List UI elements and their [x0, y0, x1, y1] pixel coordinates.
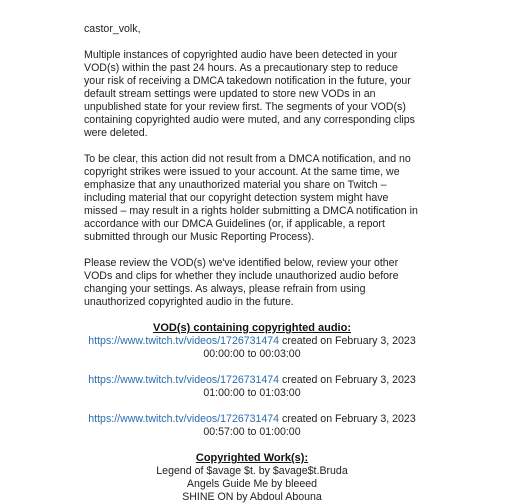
vod-entry	[84, 413, 420, 439]
works-section	[84, 452, 420, 504]
vod-created-date: created on February 3, 2023	[279, 335, 416, 347]
paragraph-detection-notice: Multiple instances of copyrighted audio have been detected in your VOD(s) within the past 24 hours. As a precautionary step to reduce your risk of receiving a DMCA takedown notification in the future, your default stream settings were updated to store new VODs in an unpublished state for your review first. The segments of your VOD(s) containing copyrighted audio were muted, and any corresponding clips were deleted.	[84, 49, 415, 139]
work-item: Legend of $avage $t. by $avage$t.Bruda	[156, 465, 348, 477]
paragraph-review-request: Please review the VOD(s) we've identified below, review your other VODs and clips for whether they include unauthorized audio before changing your settings. As always, please refrain from using unauthorized copyrighted audio in the future.	[84, 257, 399, 308]
work-item: Angels Guide Me by bleeed	[186, 478, 318, 490]
vod-time-range: 00:00:00 to 00:03:00	[203, 348, 301, 360]
vod-created-date: created on February 3, 2023	[279, 413, 416, 425]
vod-link[interactable]: https://www.twitch.tv/videos/1726731474	[88, 413, 280, 425]
works-section-title: Copyrighted Work(s):	[195, 452, 309, 464]
email-body	[84, 23, 420, 504]
vod-time-range: 01:00:00 to 01:03:00	[203, 387, 301, 399]
work-item: SHINE ON by Abdoul Abouna	[182, 491, 322, 503]
vod-created-date: created on February 3, 2023	[279, 374, 416, 386]
greeting: castor_volk,	[84, 23, 141, 35]
vod-link[interactable]: https://www.twitch.tv/videos/1726731474	[88, 335, 280, 347]
paragraph-clarification: To be clear, this action did not result from a DMCA notification, and no copyright strikes were issued to your account. At the same time, we emphasize that any unauthorized material you share on Twitch – including material that our copyright detection system might have missed – may result in a rights holder submitting a DMCA notification in accordance with our DMCA Guidelines (or, if applicable, a report submitted through our Music Reporting Process).	[84, 153, 418, 243]
vods-section	[84, 322, 420, 439]
vod-entry	[84, 335, 420, 361]
vod-link[interactable]: https://www.twitch.tv/videos/1726731474	[88, 374, 280, 386]
vod-entry	[84, 374, 420, 400]
vods-section-title: VOD(s) containing copyrighted audio:	[153, 322, 351, 334]
vod-time-range: 00:57:00 to 01:00:00	[203, 426, 301, 438]
